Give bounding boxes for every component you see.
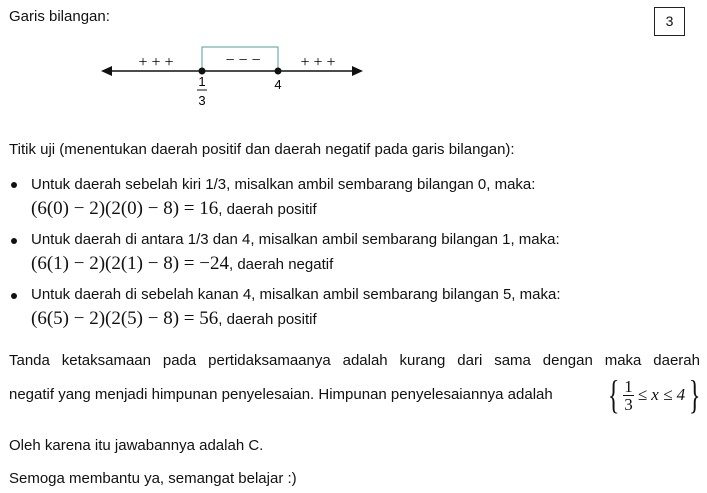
right-brace-icon: } [689,372,701,417]
bullet-dot [11,293,17,299]
left-brace-icon: { [607,372,620,417]
equation-expression: (6(0) − 2)(2(0) − 8) = 16 [31,198,219,219]
equation-expression: (6(1) − 2)(2(1) − 8) = −24 [31,253,229,274]
sign-left: + + + [138,54,174,71]
solution-fraction [623,378,634,413]
equation-result: , daerah positif [218,311,317,328]
test-point-intro: Titik uji (menentukan daerah positif dan daerah negatif pada garis bilangan): [9,141,515,158]
equation-result: , daerah negatif [228,256,334,273]
sign-right: + + + [300,54,336,71]
bullet-text: Untuk daerah di sebelah kanan 4, misalkan ambil sembarang bilangan 5, maka: [31,286,561,303]
paragraph-line-1: Tanda ketaksamaan pada pertidaksamaanya adalah kurang dari sama dengan maka daerah [9,352,700,369]
section-heading: Garis bilangan: [9,8,110,25]
right-arrow-icon [352,66,363,76]
point-four [275,68,282,75]
paragraph-line-2: negatif yang menjadi himpunan penyelesaian. Himpunan penyelesaiannya adalah [9,386,553,403]
solution-set [604,371,704,419]
bullet-equation [31,253,333,275]
bullet-text: Untuk daerah sebelah kiri 1/3, misalkan ambil sembarang bilangan 0, maka: [31,176,536,193]
equation-result: , daerah positif [218,201,317,218]
point2-label: 4 [274,77,282,92]
bullet-text: Untuk daerah di antara 1/3 dan 4, misalkan ambil sembarang bilangan 1, maka: [31,231,560,248]
solution-numerator: 1 [624,376,633,396]
bullet-dot [11,238,17,244]
sign-middle: − − − [225,52,261,69]
left-arrow-icon [101,66,112,76]
solution-inequality: ≤ x ≤ 4 [637,385,686,404]
closing-text: Semoga membantu ya, semangat belajar :) [9,470,297,487]
bullet-equation [31,308,317,330]
point1-numerator: 1 [198,74,206,89]
page-number-badge: 3 [654,7,685,36]
bullet-equation [31,198,317,220]
equation-expression: (6(5) − 2)(2(5) − 8) = 56 [31,308,219,329]
conclusion-text: Oleh karena itu jawabannya adalah C. [9,437,264,454]
bullet-dot [11,182,17,188]
number-line-diagram [95,42,370,114]
solution-denominator: 3 [624,394,633,414]
point1-denominator: 3 [198,93,206,108]
